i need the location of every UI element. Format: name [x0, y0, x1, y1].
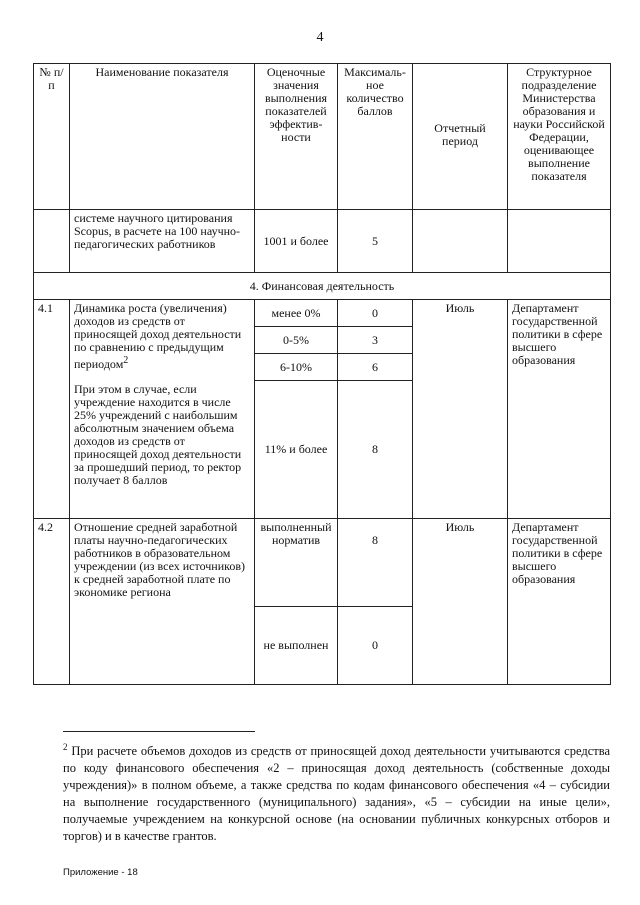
header-values: Оценочные значения выполнения показателей эффектив-ности — [255, 64, 338, 210]
header-num: № п/п — [34, 64, 70, 210]
row-number: 4.2 — [34, 519, 70, 685]
footnote-text: При расчете объемов доходов из средств от приносящей доход деятельности учитываются средства по коду финансового обеспечения «2 – приносящая доход деятельность (собственные доходы учреждения)» в полном объеме, а также средства по кодам финансового обеспечения «4 – субсидии на выполнение государственного (муниципального) задания», «5 – субсидии на иные цели», получаемые учреждением на конкурсной основе (на основании публичных конкурсных отборов и торгов) и в качестве грантов. — [63, 744, 610, 844]
footnote-divider — [63, 731, 255, 732]
points-cell: 8 — [338, 519, 413, 607]
points-cell: 0 — [338, 607, 413, 685]
value-cell: не выполнен — [255, 607, 338, 685]
header-department: Структурное подразделение Министерства образования и науки Российской Федерации, оценивающее выполнение показателя — [508, 64, 611, 210]
indicator-name: системе научного цитирования Scopus, в расчете на 100 научно-педагогических работников — [70, 210, 255, 273]
period-cell: Июль — [413, 519, 508, 685]
appendix-label: Приложение - 18 — [63, 867, 138, 878]
value-cell: выполненный норматив — [255, 519, 338, 607]
table-row — [34, 300, 611, 327]
indicator-note: При этом в случае, если учреждение находится в числе 25% учреждений с наибольшим абсолютным значением объема доходов из средств от приносящей доход деятельности за прошедший период, то ректор получает 8 баллов — [74, 382, 242, 487]
indicator-name-text: Динамика роста (увеличения) доходов из средств от приносящей доход деятельности по сравнению с предыдущим периодом — [74, 301, 242, 371]
department-cell: Департамент государственной политики в сфере высшего образования — [508, 519, 611, 685]
value-cell: 1001 и более — [255, 210, 338, 273]
table-row — [34, 519, 611, 607]
value-cell: 6-10% — [255, 354, 338, 381]
points-cell: 5 — [338, 210, 413, 273]
table-header-row — [34, 64, 611, 210]
indicator-name — [70, 300, 255, 519]
row-number: 4.1 — [34, 300, 70, 519]
table-row — [34, 210, 611, 273]
section-row — [34, 273, 611, 300]
header-max-points: Максималь-ное количество баллов — [338, 64, 413, 210]
footnote — [63, 739, 610, 845]
value-cell: менее 0% — [255, 300, 338, 327]
department-cell: Департамент государственной политики в сфере высшего образования — [508, 300, 611, 519]
points-cell: 8 — [338, 381, 413, 519]
period-cell: Июль — [413, 300, 508, 519]
page-number: 4 — [316, 30, 324, 45]
points-cell: 3 — [338, 327, 413, 354]
points-cell: 6 — [338, 354, 413, 381]
indicator-name: Отношение средней заработной платы научно-педагогических работников в образовательном учреждении (из всех источников) к средней заработной плате по экономике региона — [70, 519, 255, 685]
value-cell: 11% и более — [255, 381, 338, 519]
points-cell: 0 — [338, 300, 413, 327]
section-title: 4. Финансовая деятельность — [34, 273, 611, 300]
value-cell: 0-5% — [255, 327, 338, 354]
header-name: Наименование показателя — [70, 64, 255, 210]
footnote-mark: 2 — [63, 742, 68, 752]
indicators-table — [33, 63, 611, 685]
header-period: Отчетный период — [413, 64, 508, 210]
footnote-ref: 2 — [123, 355, 129, 366]
